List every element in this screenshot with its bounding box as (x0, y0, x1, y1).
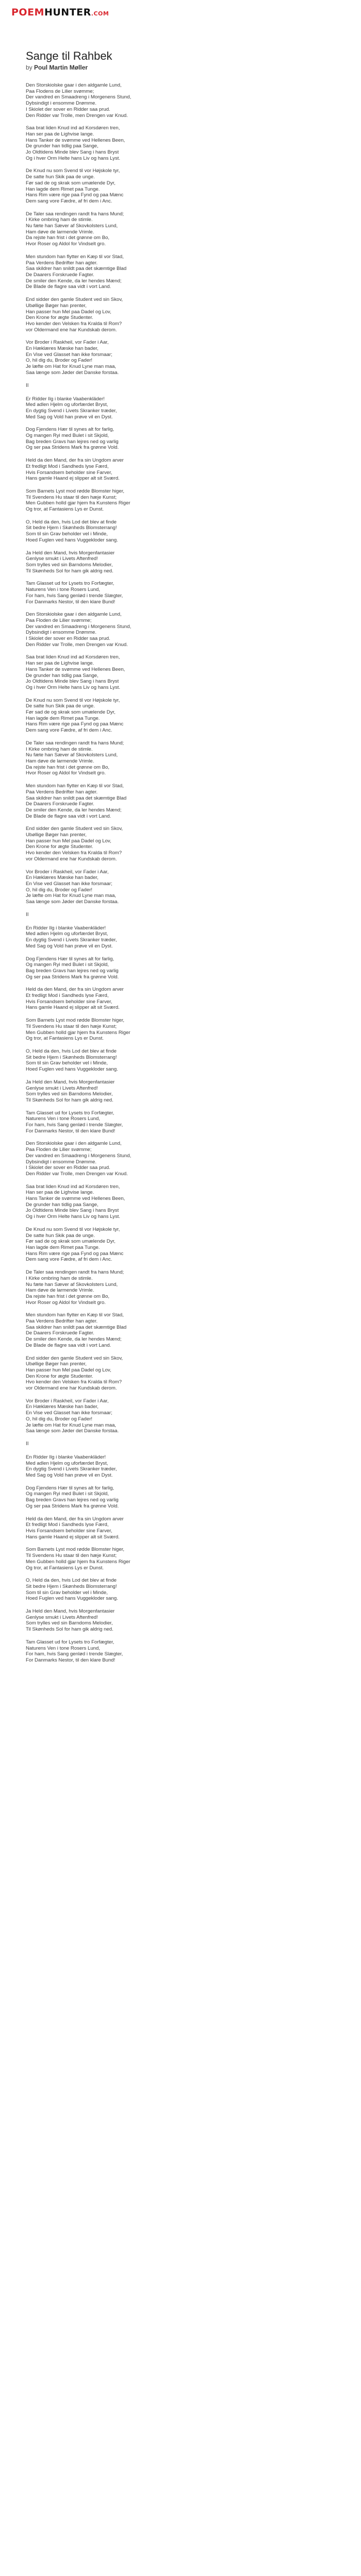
poem-line: En Ridder Ilg i blanke Vaabenkläder! (26, 1454, 106, 1460)
poem-line: Saa længe som Jøder det Danske forstaa. (26, 899, 119, 905)
poem-line: De grunder han tidlig paa Sange, (26, 1201, 99, 1208)
poem-line: En Hæklæres Mæske han bader, (26, 346, 99, 352)
poem-line: Den Storskiolske gaar i den aldgamle Lund, (26, 82, 122, 88)
poem-line: I Skiolet der sover en Ridder saa prud. (26, 1165, 110, 1171)
poem-line: En Vise ved Glasset han ikke forsmaar; (26, 1410, 112, 1416)
poem-line: Hans Rim være rige paa Fynd og paa Mænc (26, 1250, 124, 1257)
stanza (26, 519, 335, 544)
poem-line: I Skiolet der sover en Ridder saa prud. (26, 636, 110, 642)
stanza (26, 1639, 335, 1664)
poem-line: For Danmarks Nestor, til den klare Bund! (26, 1128, 116, 1134)
poem-line: Saa skildrer han snildt paa det skæmtige Blad (26, 1324, 127, 1330)
poem-line: Hvor Roser og Aldol for Vindselt gro. (26, 1299, 106, 1306)
poem-line: Saa brat liden Knud ind ad Korsdøren tren, (26, 654, 120, 660)
poem-line: Saa skildrer han snildt paa det skæmtige Blad (26, 795, 127, 801)
poem-line: Da rejste han frist i det grønne om Bo, (26, 764, 110, 770)
poem-line: Nu fæte han Sæver af Skovkolsters Lund, (26, 1281, 118, 1287)
poem-line: Den Krone for ægte Studenter. (26, 1373, 93, 1379)
poem-line: De Daarers Forskruede Fagter. (26, 801, 94, 807)
stanza (26, 1048, 335, 1073)
poem-line: De Taler saa rendingen randt fra hans Mund; (26, 211, 124, 217)
poem-line: Et fredligt Mod i Sandheds lyse Færd, (26, 993, 109, 999)
stanza (26, 1079, 335, 1104)
poem-line: Den Krone for ægte Studenter. (26, 315, 93, 321)
poem-line: Saa længe som Jøder det Danske forstaa. (26, 1428, 119, 1434)
poem-line: Naturens Ven i tone Rosers Lund, (26, 1645, 100, 1651)
poem-line: O, hil dig du, Broder og Fader! (26, 358, 93, 364)
poem-byline (26, 64, 335, 71)
stanza (26, 1312, 335, 1348)
poem-line: Et fredligt Mod i Sandheds lyse Færd, (26, 463, 109, 469)
poem-line: Dog Fjendens Hær til synes alt for farlig, (26, 427, 114, 433)
poem-line: De Blade de flagre saa vidt i vort Land. (26, 284, 111, 290)
poem-line: Hans Tanker de svømme ved Hellenes Been, (26, 137, 125, 143)
poem-line: Før sad de og skrak som umælende Dyr, (26, 709, 116, 716)
poem-line: Han lagde dem Rimet paa Tunge. (26, 715, 100, 721)
stanza (26, 1578, 335, 1602)
logo-rest: HUNTER (44, 7, 91, 18)
poem-line: Til Svendens Hu staar til den hæje Kunst; (26, 1023, 117, 1029)
poem-line: De Knud nu som Svend til vor Højskole tyr, (26, 168, 120, 174)
stanza (26, 427, 335, 451)
poem-line: Men stundom han flytter en Kæp til vor Stad, (26, 253, 124, 260)
poem-line: Og tror, at Fantasiens Lys er Dunst. (26, 1565, 104, 1571)
poem-line: De Taler saa rendingen randt fra hans Mund; (26, 740, 124, 746)
poem-line: Hvo kender den Velsken fra Kralda til Rom? (26, 1379, 122, 1385)
poem-line: Hvo kender den Velsken fra Kralda til Rom? (26, 320, 122, 327)
poem-line: De Taler saa rendingen randt fra hans Mund; (26, 1269, 124, 1276)
poem-line: Og i hver Orm Helte hans Liv og hans Lyst. (26, 1214, 121, 1220)
site-logo[interactable] (11, 7, 109, 18)
poem-line: O, Held da den, hvis Lod det blev at finde (26, 1578, 117, 1584)
logo-tld: .COM (91, 10, 109, 17)
poem-line: Og tror, at Fantasiens Lys er Dunst. (26, 1036, 104, 1042)
stanza (26, 254, 335, 290)
poem-body (26, 82, 335, 1664)
poem-line: Men Gubben holld gjar hjem fra Kunstens Riger (26, 500, 130, 506)
stanza (26, 1269, 335, 1306)
stanza (26, 783, 335, 819)
poem-line: Men stundom han flytter en Kæp til vor Stad, (26, 783, 124, 789)
poem-line: Og mangen Ryi med Bulet i sit Skjold, (26, 1491, 109, 1497)
poem-line: Sit bedre Hjem i Skønheds Blomsterrang! (26, 1583, 117, 1589)
poem-line: Tam Glasset ud for Lysets tro Forfægter, (26, 581, 114, 587)
poem-line: Til Svendens Hu staar til den hæje Kunst; (26, 494, 117, 500)
poem-line: Den Krone for ægte Studenter. (26, 844, 93, 850)
poem-line: De Knud nu som Svend til vor Højskole tyr, (26, 697, 120, 703)
poem-line: Med Sag og Vold han prøve vil en Dyst. (26, 943, 113, 949)
poem-line: Som Barnets Lyst mod rødde Blomster higer, (26, 1018, 125, 1024)
stanza (26, 654, 335, 690)
poem-line: Et fredligt Mod i Sandheds lyse Færd, (26, 1522, 109, 1528)
poem-line: vor Oldermand ene har Kundskab derom. (26, 856, 117, 862)
poem-line: Paa Floden de Lilier svømme; (26, 1147, 92, 1153)
stanza (26, 1227, 335, 1263)
poem-line: Som Barnets Lyst mod rødde Blomster higer, (26, 1547, 125, 1553)
poem-line: Den Ridder var Trolle, men Drengen var Knud. (26, 112, 128, 118)
section-number: II (26, 911, 29, 918)
stanza (26, 1110, 335, 1134)
poem-line: Saa skildrer han snildt paa det skæmtige Blad (26, 266, 127, 272)
poem-line: En dygtig Svend i Livets Skranker træder, (26, 1466, 117, 1472)
poem-line: O, Held da den, hvis Lod det blev at finde (26, 1048, 117, 1054)
poem-line: Og mangen Ryi med Bulet i sit Skjold, (26, 433, 109, 439)
poem-line: De grunder han tidlig paa Sange, (26, 143, 99, 149)
poem-line: Hvis Forsandsem beholder sine Farver, (26, 469, 112, 476)
poem-line: Je læfte om Hat for Knud Lyne man maa, (26, 893, 117, 899)
poem-line: For Danmarks Nestor, til den klare Bund! (26, 1657, 116, 1663)
poem-line: En Vise ved Glasset han ikke forsmaar; (26, 351, 112, 358)
logo-brand: POEM (11, 7, 44, 18)
poem-line: Er Ridder Ilg i blanke Vaabenkläder! (26, 396, 105, 402)
poem-line: Før sad de og skrak som umælende Dyr, (26, 180, 116, 186)
poem-line: Dem sang vore Fædre, af fri dem i Anc. (26, 1257, 112, 1263)
poem-line: I Skiolet der sover en Ridder saa prud. (26, 106, 110, 112)
stanza (26, 1608, 335, 1633)
poem-line: O, hil dig du, Broder og Fader! (26, 1416, 93, 1422)
poem-line: De Knud nu som Svend til vor Højskole tyr, (26, 1226, 120, 1232)
poem-line: End sidder den gamle Student ved sin Skov, (26, 1355, 123, 1361)
stanza (26, 1398, 335, 1434)
poem-line: End sidder den gamle Student ved sin Skov, (26, 297, 123, 303)
stanza (26, 956, 335, 980)
stanza (26, 740, 335, 776)
poem-line: Bag breden Gravs han lejres ned og varlig (26, 438, 119, 445)
poem-line: En Hæklæres Mæske han bader, (26, 1404, 99, 1410)
poem-line: Jo Oldtidens Minde blev Sang i hans Bryst (26, 679, 119, 685)
poem-line: Genlyse smukt i Livets Aftenfred! (26, 1614, 98, 1620)
poem-line: Vor Broder i Raskheil, vor Fader i Aar, (26, 869, 109, 875)
poem-line: Han passer hun Mel paa Dadel og Lov, (26, 838, 111, 844)
poem-line: Hans gamle Haand ej slipper alt sit Sværd. (26, 1005, 120, 1011)
poem-line: O, Held da den, hvis Lod det blev at finde (26, 519, 117, 525)
poem-line: Ubøllige Bøger han prenter, (26, 302, 87, 309)
stanza (26, 396, 335, 420)
poem-line: For Danmarks Nestor, til den klare Bund! (26, 599, 116, 605)
poem-line: Og ser paa Stridens Mark fra grønne Vold. (26, 974, 119, 980)
stanza (26, 1018, 335, 1042)
poem-line: Hvor Roser og Aldol for Vindselt gro. (26, 241, 106, 247)
poem-line: Til Skønheds Sol for ham gik aldrig ned. (26, 568, 113, 574)
poem-line: Som til sin Grav beholder vel i Minde, (26, 531, 108, 537)
stanza (26, 581, 335, 605)
poem-line: Med Sag og Vold han prøve vil en Dyst. (26, 414, 113, 420)
stanza (26, 612, 335, 648)
poem-line: Paa Verdens Bedrifter han agter. (26, 1318, 98, 1325)
poem-line: Hvo kender den Velsken fra Kralda til Rom? (26, 850, 122, 856)
poem-line: I Kirke ombring ham de stimle. (26, 217, 93, 223)
poem-line: Bag breden Gravs han lejres ned og varlig (26, 1497, 119, 1503)
stanza (26, 1141, 335, 1177)
poem-line: Med Sag og Vold han prøve vil en Dyst. (26, 1472, 113, 1479)
poem-line: Hoed Fuglen ved hans Vuggekloder sang. (26, 537, 118, 543)
poem-line: Held da den Mand, der fra sin Ungdom arver (26, 457, 124, 464)
stanza (26, 211, 335, 247)
poem-line: Ham døve de larmende Vrimle. (26, 758, 94, 764)
poem-line: Genlyse smukt i Livets Aftenfred! (26, 1085, 98, 1091)
poem-line: Og ser paa Stridens Mark fra grønne Vold. (26, 445, 119, 451)
poem-line: Ham døve de larmende Vrimle. (26, 1287, 94, 1294)
poem-line: Hvis Forsandsem beholder sine Farver, (26, 1528, 112, 1534)
stanza (26, 82, 335, 118)
poem-line: Dem sang vore Fædre, af fri dem i Anc. (26, 198, 112, 204)
poem-line: Der vandred en Smaadreng i Morgenens Stund, (26, 1153, 132, 1159)
poem-line: De Daarers Forskruede Fagter. (26, 272, 94, 278)
poem-line: Nu fæte han Sæver af Skovkolsters Lund, (26, 752, 118, 758)
stanza (26, 297, 335, 333)
poem-line: Dog Fjendens Hær til synes alt for farlig, (26, 956, 114, 962)
poem-line: Han passer hun Mel paa Dadel og Lov, (26, 309, 111, 315)
poem-line: Og ser paa Stridens Mark fra grønne Vold. (26, 1503, 119, 1509)
stanza (26, 1184, 335, 1220)
poem-line: Je læfte om Hat for Knud Lyne man maa, (26, 1422, 117, 1428)
by-label: by (26, 64, 32, 71)
poem-line: Paa Floden de Lilier svømme; (26, 617, 92, 623)
site-header (0, 0, 361, 24)
poem-line: Han lagde dem Rimet paa Tunge. (26, 186, 100, 192)
poem-line: Og tror, at Fantasiens Lys er Dunst. (26, 506, 104, 513)
poem-line: De grunder han tidlig paa Sange, (26, 672, 99, 679)
poem-line: Den Storskiolske gaar i den aldgamle Lund, (26, 612, 122, 618)
poem-line: De smiler den Kende, da ler hendes Mænd; (26, 807, 122, 813)
stanza (26, 925, 335, 950)
poem-line: Med adlen Hjelm og uforfærdet Bryst, (26, 931, 108, 937)
poem-line: Den Storskiolske gaar i den aldgamle Lund, (26, 1141, 122, 1147)
poem-line: Som trylles ved sin Barndoms Melodier, (26, 1091, 113, 1097)
poem-line: De Blade de flagre saa vidt i vort Land. (26, 1342, 111, 1348)
poem-line: Som til sin Grav beholder vel i Minde, (26, 1589, 108, 1596)
poem-line: De smiler den Kende, da ler hendes Mænd; (26, 1336, 122, 1343)
section-number: II (26, 382, 29, 388)
poem-line: Til Skønheds Sol for ham gik aldrig ned. (26, 1097, 113, 1103)
poem-line: End sidder den gamle Student ved sin Skov, (26, 826, 123, 832)
poem-line: Han passer hun Mel paa Dadel og Lov, (26, 1367, 111, 1373)
poem-line: For ham, hvis Sang genlød i trende Slægter, (26, 1122, 123, 1128)
poem-line: Saa brat liden Knud ind ad Korsdøren tren, (26, 1183, 120, 1190)
poem-line: Dybsindigt i ensomme Drømme. (26, 630, 97, 636)
stanza (26, 1485, 335, 1510)
section-number: II (26, 1440, 29, 1447)
poem-line: Ja Held den Mand, hvis Morgenfantasier (26, 1079, 115, 1085)
poem-line: Den Ridder var Trolle, men Drengen var Knud. (26, 1171, 128, 1177)
poem-line: Jo Oldtidens Minde blev Sang i hans Bryst (26, 1208, 119, 1214)
poem-line: Som til sin Grav beholder vel i Minde, (26, 1060, 108, 1066)
poem-line: Dybsindigt i ensomme Drømme. (26, 100, 97, 107)
stanza (26, 1454, 335, 1479)
poem-line: Saa brat liden Knud ind ad Korsdøren tren, (26, 125, 120, 131)
poem-line: En Hæklæres Mæske han bader, (26, 875, 99, 881)
poem-line: Som trylles ved sin Barndoms Melodier, (26, 1620, 113, 1626)
poem-line: Je læfte om Hat for Knud Lyne man maa, (26, 364, 117, 370)
stanza (26, 457, 335, 482)
poem-line: Der vandred en Smaadreng i Morgenens Stund, (26, 94, 132, 100)
poem-line: Paa Verdens Bedrifter han agter. (26, 260, 98, 266)
poem-line: Hvor Roser og Aldol for Vindselt gro. (26, 770, 106, 776)
poem-line: Ham døve de larmende Vrimle. (26, 229, 94, 235)
poem-line: Han lagde dem Rimet paa Tunge. (26, 1244, 100, 1250)
poem-line: Ubøllige Bøger han prenter, (26, 832, 87, 838)
poem-line: Der vandred en Smaadreng i Morgenens Stund, (26, 623, 132, 630)
poem-line: O, hil dig du, Broder og Fader! (26, 887, 93, 893)
poem-line: Vor Broder i Raskheil, vor Fader i Aar, (26, 1398, 109, 1404)
poem-line: Nu fæte han Sæver af Skovkolsters Lund, (26, 223, 118, 229)
poem-line: De Daarers Forskruede Fagter. (26, 1330, 94, 1336)
poem-line: Han ser paa de Lighvise lange. (26, 660, 94, 667)
poem-line: En Ridder Ilg i blanke Vaabenkläder! (26, 925, 106, 931)
poem-content (26, 49, 335, 1670)
poem-line: Naturens Ven i tone Rosers Lund, (26, 587, 100, 593)
poem-line: En dygtig Svend i Livets Skranker træder, (26, 408, 117, 414)
stanza (26, 168, 335, 204)
stanza (26, 1547, 335, 1571)
stanza (26, 869, 335, 905)
poem-line: Til Skønheds Sol for ham gik aldrig ned. (26, 1626, 113, 1633)
poem-line: I Kirke ombring ham de stimle. (26, 746, 93, 752)
poem-line: Ubøllige Bøger han prenter, (26, 1361, 87, 1367)
stanza (26, 1355, 335, 1392)
poem-line: Hans Tanker de svømme ved Hellenes Been, (26, 666, 125, 672)
poem-line: Tam Glasset ud for Lysets tro Forfægter, (26, 1110, 114, 1116)
stanza (26, 987, 335, 1011)
poem-line: En dygtig Svend i Livets Skranker træder, (26, 937, 117, 943)
poem-line: Men stundom han flytter en Kæp til vor Stad, (26, 1312, 124, 1318)
stanza (26, 826, 335, 862)
poem-line: Og i hver Orm Helte hans Liv og hans Lyst. (26, 684, 121, 690)
poem-line: Hvis Forsandsem beholder sine Farver, (26, 998, 112, 1005)
poem-line: Da rejste han frist i det grønne om Bo, (26, 1293, 110, 1299)
poem-line: De Blade de flagre saa vidt i vort Land. (26, 813, 111, 819)
poem-line: For ham, hvis Sang genlød i trende Slægter, (26, 592, 123, 599)
poem-line: Jo Oldtidens Minde blev Sang i hans Bryst (26, 149, 119, 156)
poem-line: Dem sang vore Fædre, af fri dem i Anc. (26, 727, 112, 734)
stanza (26, 550, 335, 574)
poem-line: I Kirke ombring ham de stimle. (26, 1275, 93, 1281)
poem-line: For ham, hvis Sang genlød i trende Slægter, (26, 1651, 123, 1657)
poem-line: Vor Broder i Raskheil, vor Fader i Aar, (26, 340, 109, 346)
poem-line: Hans Tanker de svømme ved Hellenes Been, (26, 1196, 125, 1202)
poem-line: Med adlen Hjelm og uforfærdet Bryst, (26, 402, 108, 408)
poem-line: Hans gamle Haand ej slipper alt sit Sværd. (26, 476, 120, 482)
poem-line: Bag breden Gravs han lejres ned og varlig (26, 968, 119, 974)
poem-line: De satte hun Skik paa de unge. (26, 174, 95, 180)
poem-line: Paa Verdens Bedrifter han agter. (26, 789, 98, 795)
poem-line: Genlyse smukt i Livets Aftenfred! (26, 556, 98, 562)
poem-line: Med adlen Hjelm og uforfærdet Bryst, (26, 1460, 108, 1466)
poem-line: Tam Glasset ud for Lysets tro Forfægter, (26, 1639, 114, 1645)
poem-line: Før sad de og skrak som umælende Dyr, (26, 1239, 116, 1245)
poem-line: Paa Flodens de Lilier svømme; (26, 88, 94, 94)
stanza (26, 340, 335, 376)
poem-title: Sange til Rahbek (26, 49, 112, 62)
poem-line: Hans Rim være rige paa Fynd og paa Mænc (26, 192, 124, 198)
poem-line: Saa længe som Jøder det Danske forstaa. (26, 369, 119, 376)
poem-line: Sit bedre Hjem i Skønheds Blomsterrang! (26, 525, 117, 531)
poem-line: Dog Fjendens Hær til synes alt for farlig, (26, 1485, 114, 1491)
poem-line: Hans gamle Haand ej slipper alt sit Sværd. (26, 1534, 120, 1540)
poem-line: Naturens Ven i tone Rosers Lund, (26, 1116, 100, 1122)
author-link[interactable]: Poul Martin Møller (34, 64, 88, 71)
poem-line: Han ser paa de Lighvise lange. (26, 131, 94, 137)
poem-line: Da rejste han frist i det grønne om Bo, (26, 235, 110, 241)
poem-line: Held da den Mand, der fra sin Ungdom arver (26, 1516, 124, 1522)
poem-line: Ja Held den Mand, hvis Morgenfantasier (26, 550, 115, 556)
poem-line: Men Gubben holld gjar hjem fra Kunstens Riger (26, 1029, 130, 1036)
stanza (26, 488, 335, 513)
poem-line: Men Gubben holld gjar hjem fra Kunstens Riger (26, 1558, 130, 1565)
stanza (26, 125, 335, 161)
stanza (26, 698, 335, 734)
poem-line: vor Oldermand ene har Kundskab derom. (26, 327, 117, 333)
poem-line: De satte hun Skik paa de unge. (26, 1232, 95, 1239)
poem-line: Den Ridder var Trolle, men Drengen var Knud. (26, 641, 128, 648)
poem-line: De smiler den Kende, da ler hendes Mænd; (26, 278, 122, 284)
poem-line: Ja Held den Mand, hvis Morgenfantasier (26, 1608, 115, 1615)
poem-line: De satte hun Skik paa de unge. (26, 703, 95, 709)
poem-line: Som Barnets Lyst mod rødde Blomster higer, (26, 488, 125, 494)
poem-line: Held da den Mand, der fra sin Ungdom arver (26, 987, 124, 993)
poem-line: Hans Rim være rige paa Fynd og paa Mænc (26, 721, 124, 727)
poem-line: Han ser paa de Lighvise lange. (26, 1190, 94, 1196)
poem-line: Og mangen Ryi med Bulet i sit Skjold, (26, 962, 109, 968)
poem-line: Hoed Fuglen ved hans Vuggekloder sang. (26, 1066, 118, 1073)
poem-line: En Vise ved Glasset han ikke forsmaar; (26, 880, 112, 887)
poem-line: vor Oldermand ene har Kundskab derom. (26, 1385, 117, 1392)
poem-line: Sit bedre Hjem i Skønheds Blomsterrang! (26, 1054, 117, 1060)
poem-line: Dybsindigt i ensomme Drømme. (26, 1159, 97, 1165)
poem-line: Til Svendens Hu staar til den hæje Kunst; (26, 1553, 117, 1559)
poem-line: Hoed Fuglen ved hans Vuggekloder sang. (26, 1596, 118, 1602)
stanza (26, 1516, 335, 1540)
poem-line: Og i hver Orm Helte hans Liv og hans Lyst. (26, 155, 121, 161)
poem-line: Som trylles ved sin Barndoms Melodier, (26, 562, 113, 568)
